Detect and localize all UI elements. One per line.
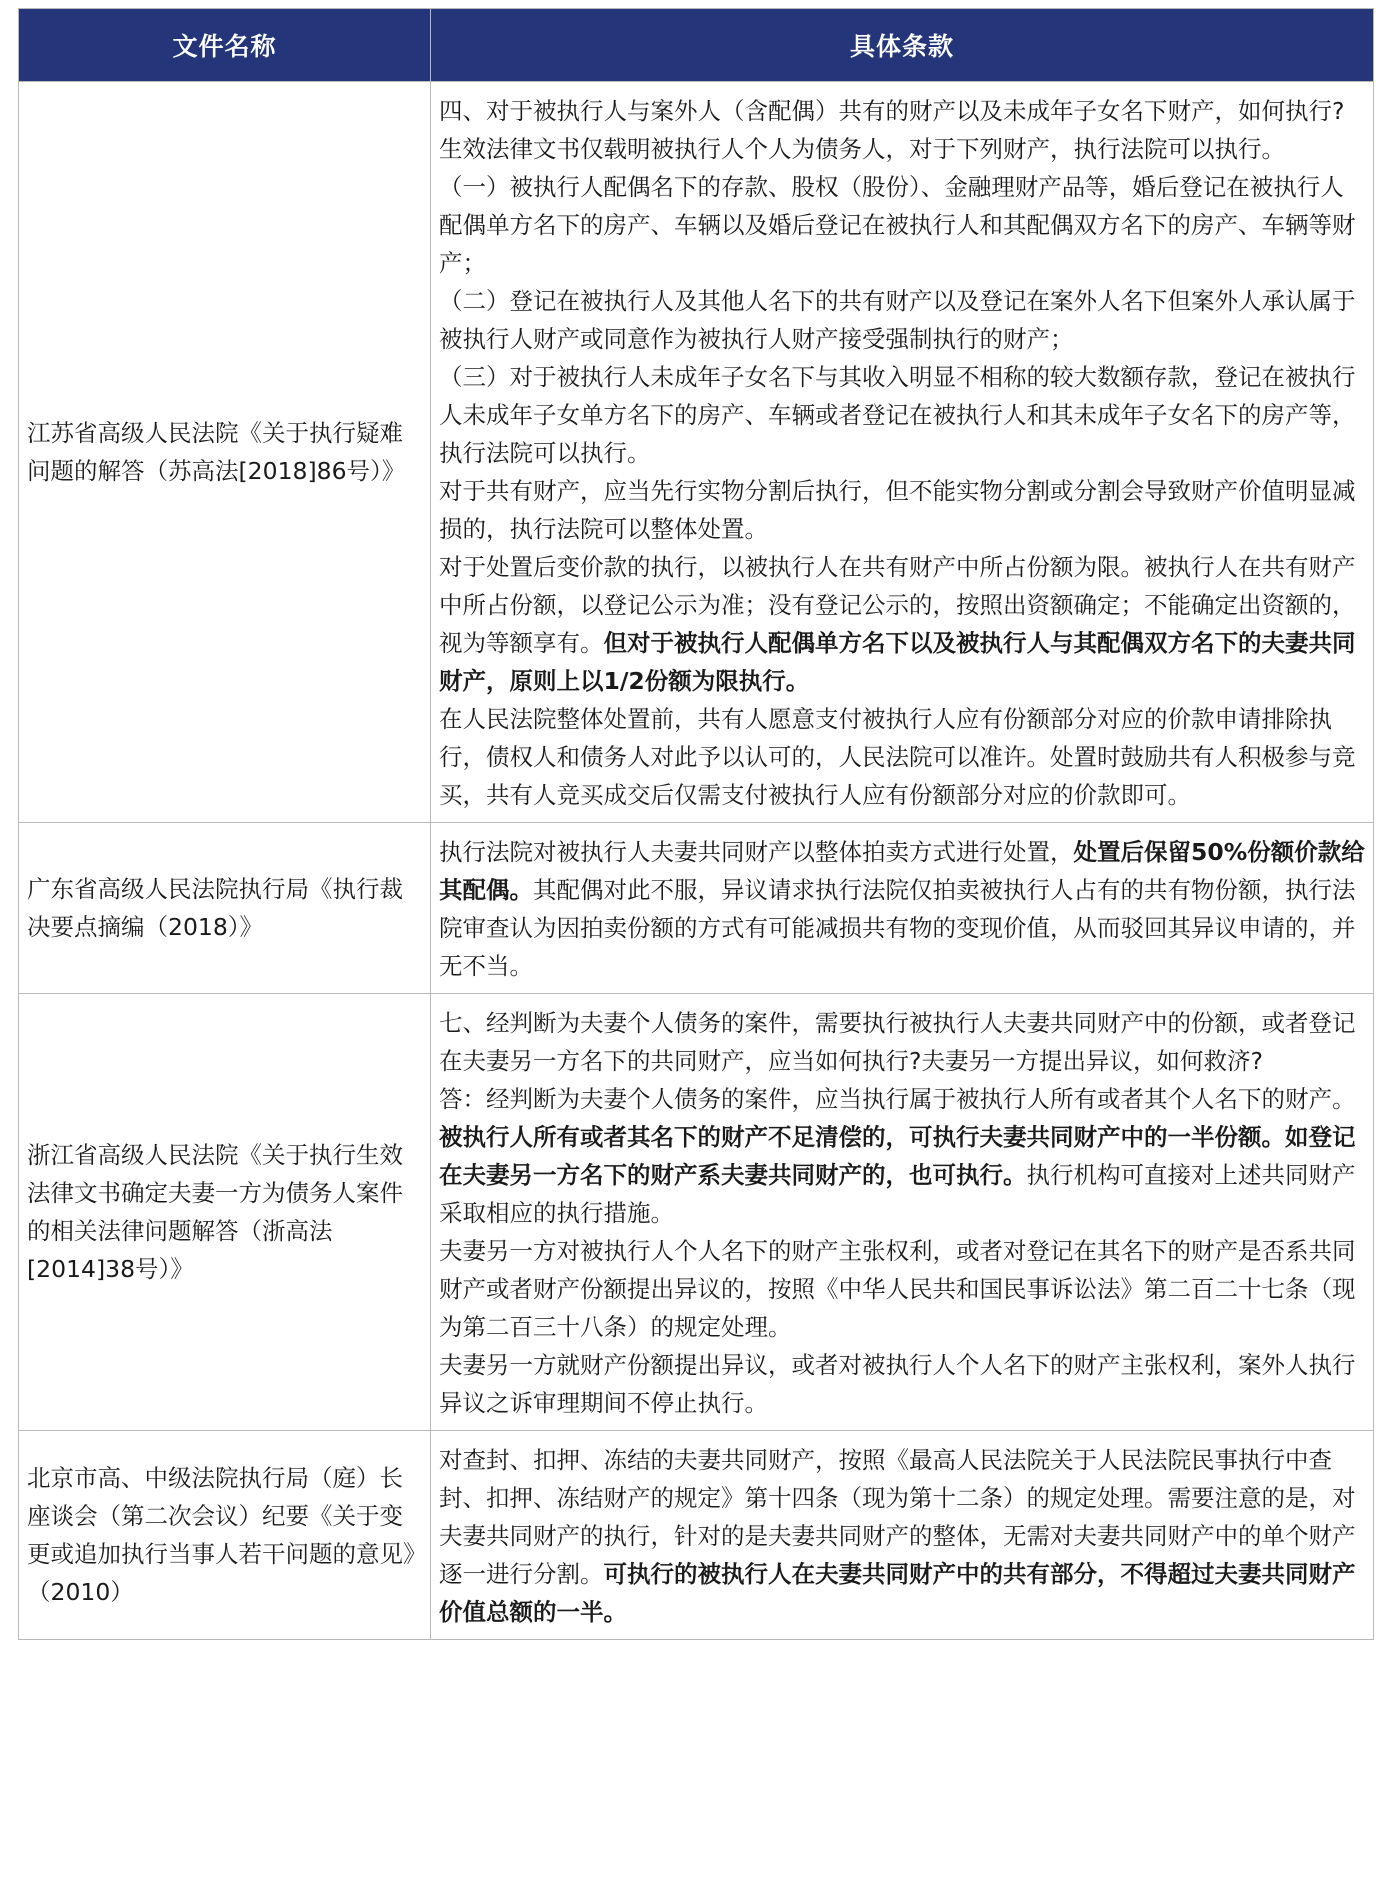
clause-text: 在人民法院整体处置前，共有人愿意支付被执行人应有份额部分对应的价款申请排除执行，债权人和债务人对此予以认可的，人民法院可以准许。处置时鼓励共有人积极参与竞买，共有人竞买成交后仅需支付被执行人应有份额部分对应的价款即可。 bbox=[439, 705, 1356, 809]
clause-text: 夫妻另一方就财产份额提出异议，或者对被执行人个人名下的财产主张权利，案外人执行异议之诉审理期间不停止执行。 bbox=[439, 1351, 1356, 1417]
clause-text: 答：经判断为夫妻个人债务的案件，应当执行属于被执行人所有或者其个人名下的财产。 bbox=[439, 1085, 1356, 1113]
clause-text: 七、经判断为夫妻个人债务的案件，需要执行被执行人夫妻共同财产中的份额，或者登记在夫妻另一方名下的共同财产，应当如何执行?夫妻另一方提出异议，如何救济? bbox=[439, 1009, 1356, 1075]
table-row bbox=[19, 82, 1374, 823]
clause-paragraph bbox=[439, 1346, 1365, 1422]
clause-text: （二）登记在被执行人及其他人名下的共有财产以及登记在案外人名下但案外人承认属于被执行人财产或同意作为被执行人财产接受强制执行的财产； bbox=[439, 287, 1356, 353]
clause-paragraph bbox=[439, 548, 1365, 700]
clause-cell bbox=[431, 82, 1374, 823]
file-name-cell: 江苏省高级人民法院《关于执行疑难问题的解答（苏高法[2018]86号）》 bbox=[19, 82, 431, 823]
clause-paragraph bbox=[439, 472, 1365, 548]
table-row bbox=[19, 994, 1374, 1431]
table-row bbox=[19, 1431, 1374, 1640]
clause-text: 四、对于被执行人与案外人（含配偶）共有的财产以及未成年子女名下财产，如何执行? bbox=[439, 97, 1345, 125]
clause-text: （三）对于被执行人未成年子女名下与其收入明显不相称的较大数额存款，登记在被执行人未成年子女单方名下的房产、车辆或者登记在被执行人和其未成年子女名下的房产等，执行法院可以执行。 bbox=[439, 363, 1356, 467]
clause-text: 对于处置后变价款的执行，以被执行人在共有财产中所占份额为限。被执行人在共有财产中所占份额，以登记公示为准；没有登记公示的，按照出资额确定；不能确定出资额的，视为等额享有。 bbox=[439, 553, 1356, 657]
header-clauses: 具体条款 bbox=[431, 9, 1374, 82]
regulations-table bbox=[18, 8, 1374, 1640]
clause-paragraph bbox=[439, 282, 1365, 358]
clause-text: （一）被执行人配偶名下的存款、股权（股份）、金融理财产品等，婚后登记在被执行人配偶单方名下的房产、车辆以及婚后登记在被执行人和其配偶双方名下的房产、车辆等财产； bbox=[439, 173, 1356, 277]
clause-text: 执行机构可直接对上述共同财产采取相应的执行措施。 bbox=[439, 1161, 1356, 1227]
file-name-cell: 北京市高、中级法院执行局（庭）长座谈会（第二次会议）纪要《关于变更或追加执行当事人若干问题的意见》（2010） bbox=[19, 1431, 431, 1640]
clause-text: 执行法院对被执行人夫妻共同财产以整体拍卖方式进行处置， bbox=[439, 838, 1074, 866]
clause-paragraph bbox=[439, 168, 1365, 282]
clause-paragraph bbox=[439, 130, 1365, 168]
clause-paragraph bbox=[439, 358, 1365, 472]
clause-text: 生效法律文书仅载明被执行人个人为债务人，对于下列财产，执行法院可以执行。 bbox=[439, 135, 1285, 163]
clause-paragraph bbox=[439, 1441, 1365, 1631]
clause-paragraph bbox=[439, 92, 1365, 130]
clause-cell bbox=[431, 1431, 1374, 1640]
table-row bbox=[19, 823, 1374, 994]
clause-text-bold: 但对于被执行人配偶单方名下以及被执行人与其配偶双方名下的夫妻共同财产，原则上以1/2份额为限执行。 bbox=[439, 629, 1356, 695]
clause-text: 其配偶对此不服，异议请求执行法院仅拍卖被执行人占有的共有物份额，执行法院审查认为因拍卖份额的方式有可能减损共有物的变现价值，从而驳回其异议申请的，并无不当。 bbox=[439, 876, 1356, 980]
clause-text: 对于共有财产，应当先行实物分割后执行，但不能实物分割或分割会导致财产价值明显减损的，执行法院可以整体处置。 bbox=[439, 477, 1356, 543]
clause-text: 夫妻另一方对被执行人个人名下的财产主张权利，或者对登记在其名下的财产是否系共同财产或者财产份额提出异议的，按照《中华人民共和国民事诉讼法》第二百二十七条（现为第二百三十八条）的规定处理。 bbox=[439, 1237, 1356, 1341]
file-name-cell: 广东省高级人民法院执行局《执行裁决要点摘编（2018）》 bbox=[19, 823, 431, 994]
clause-paragraph bbox=[439, 1232, 1365, 1346]
table-header-row bbox=[19, 9, 1374, 82]
clause-paragraph bbox=[439, 1118, 1365, 1232]
clause-paragraph bbox=[439, 833, 1365, 985]
file-name-cell: 浙江省高级人民法院《关于执行生效法律文书确定夫妻一方为债务人案件的相关法律问题解答（浙高法[2014]38号）》 bbox=[19, 994, 431, 1431]
clause-text-bold: 被执行人所有或者其名下的财产不足清偿的，可执行夫妻共同财产中的一半份额。如登记在夫妻另一方名下的财产系夫妻共同财产的，也可执行。 bbox=[439, 1123, 1356, 1189]
clause-paragraph bbox=[439, 1080, 1365, 1118]
clause-paragraph bbox=[439, 1004, 1365, 1080]
clause-paragraph bbox=[439, 700, 1365, 814]
clause-cell bbox=[431, 994, 1374, 1431]
clause-text: 对查封、扣押、冻结的夫妻共同财产，按照《最高人民法院关于人民法院民事执行中查封、扣押、冻结财产的规定》第十四条（现为第十二条）的规定处理。需要注意的是，对夫妻共同财产的执行，针对的是夫妻共同财产的整体，无需对夫妻共同财产中的单个财产逐一进行分割。 bbox=[439, 1446, 1356, 1588]
clause-text-bold: 可执行的被执行人在夫妻共同财产中的共有部分，不得超过夫妻共同财产价值总额的一半。 bbox=[439, 1560, 1356, 1626]
clause-text-bold: 处置后保留50%份额价款给其配偶。 bbox=[439, 838, 1365, 904]
clause-cell bbox=[431, 823, 1374, 994]
header-file-name: 文件名称 bbox=[19, 9, 431, 82]
